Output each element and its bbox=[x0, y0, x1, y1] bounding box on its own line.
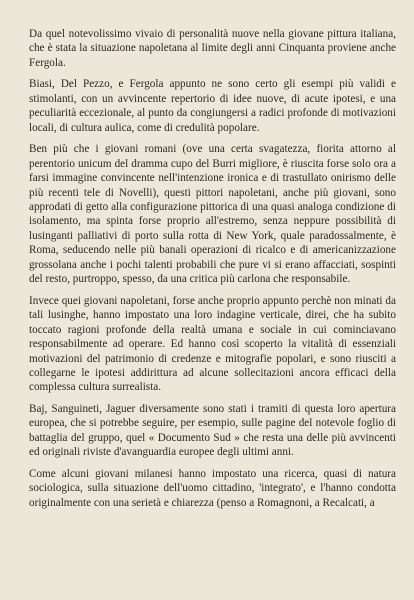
paragraph-indagine-verticale: Invece quei giovani napoletani, forse anche proprio appunto perchè non minati da tali lusinghe, hanno impostato una loro indagine verticale, direi, che ha subito toccato ragioni profonde della realtà umana e sociale in cui cominciavano responsabilmente ad operare. Ed hanno così scoperto la vitalità di essenziali motivazioni del patrimonio di credenze e mitografie popolari, e sono riusciti a collegarne le ipotesi addirittura ad alcune sollecitazioni ancora efficaci della complessa cultura surrealista. bbox=[29, 294, 396, 394]
body-text bbox=[29, 27, 396, 517]
paragraph-giovani-romani: Ben più che i giovani romani (ove una certa svagatezza, fiorita attorno al perentorio unicum del dramma cupo del Burri migliore, è riuscita forse solo ora a farsi immagine convincente nell'intenzione ironica e di trastullato onirismo delle più recenti tele di Novelli), questi pittori napoletani, anche più giovani, sono approdati di getto alla configurazione pittorica di una quasi analoga condizione di isolamento, ma spinta forse proprio all'estremo, senza neppure possibilità di lusinganti palliativi di porto sulla rotta di New York, quale paradossalmente, è Roma, seducendo nelle più banali operazioni di ricalco e di americanizzazione grossolana anche i pochi talenti probabili che pure vi si erano affacciati, sospinti del resto, purtroppo, spesso, da una critica più carlona che responsabile. bbox=[29, 143, 396, 286]
paragraph-giovani-milanesi: Come alcuni giovani milanesi hanno impostato una ricerca, quasi di natura sociologica, sulla situazione dell'uomo cittadino, 'integrato', e l'hanno condotta originalmente con una serietà e chiarezza (penso a Romagnoni, a Recalcati, a bbox=[29, 467, 396, 509]
paragraph-documento-sud: Baj, Sanguineti, Jaguer diversamente sono stati i tramiti di questa loro apertura europea, che si potrebbe seguire, per esempio, sulle pagine del notevole foglio di battaglia del gruppo, quel « Documento Sud » che resta una delle più avvincenti ed originali riviste d'avanguardia europee degli ultimi anni. bbox=[29, 402, 396, 459]
paragraph-biasi-del-pezzo: Biasi, Del Pezzo, e Fergola appunto ne sono certo gli esempi più validi e stimolanti, con un avvincente repertorio di idee nuove, di acute ipotesi, e una peculiarità eccezionale, al punto da congiungersi a radici profonde di motivazioni locali, di cultura aulica, come di credulità popolare. bbox=[29, 78, 396, 134]
paragraph-fergola-intro: Da quel notevolissimo vivaio di personalità nuove nella giovane pittura italiana, che è stata la situazione napoletana al limite degli anni Cinquanta proviene anche Fergola. bbox=[29, 28, 396, 69]
